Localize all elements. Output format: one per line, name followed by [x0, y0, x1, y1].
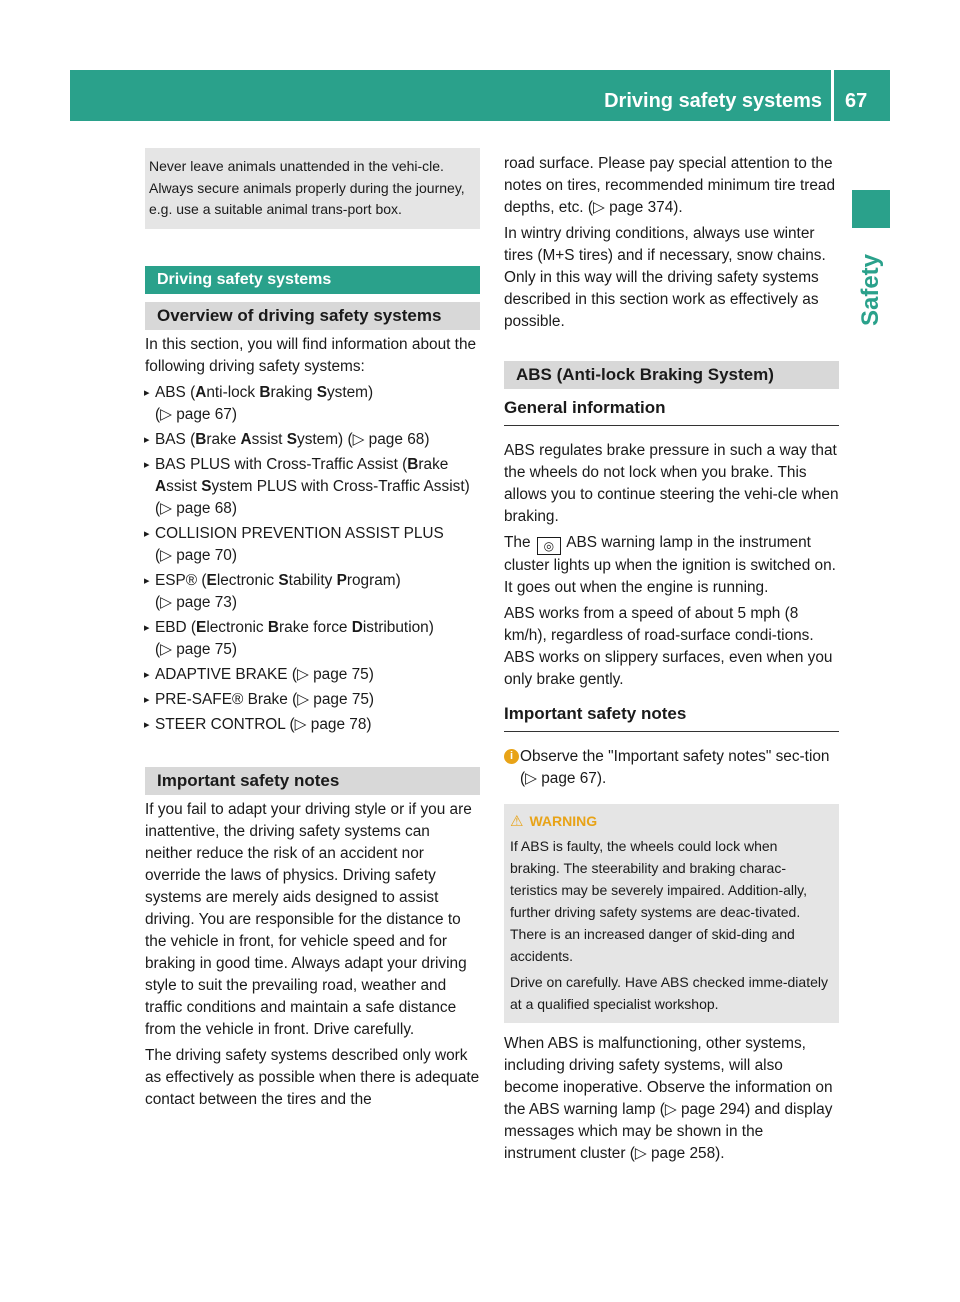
systems-item-t1: rake	[418, 455, 449, 473]
systems-item-b1: B	[407, 455, 419, 473]
warning-title: WARNING	[529, 813, 598, 829]
section-heading: Driving safety systems	[145, 266, 480, 294]
systems-item-t2: tability	[288, 571, 337, 589]
systems-list-item	[145, 382, 480, 426]
systems-list-item	[145, 570, 480, 614]
general-paragraph-3: ABS works from a speed of about 5 mph (8 km/h), regardless of road-surface condi-tions. ABS works on slippery surfaces, even when you only brake gently.	[504, 605, 833, 688]
general-paragraph-2-post: ABS warning lamp in the instrument cluster lights up when the ignition is switched on. It goes out when the engine is running.	[504, 534, 836, 596]
systems-item-b1: A	[195, 383, 207, 401]
animals-note-box	[145, 148, 480, 229]
systems-item-t3: istribution)	[362, 618, 434, 636]
safety-paragraph-1: If you fail to adapt your driving style or if you are inattentive, the driving safety systems can neither reduce the risk of an accident nor override the laws of physics. Driving safety systems are merely aids designed to assist driving. You are responsible for the distance to the vehicle in front, for vehicle speed and for braking in good time. Always adapt your driving style to suit the prevailing road, weather and traffic conditions and maintain a safe distance from the vehicle in front. Drive carefully.	[145, 800, 472, 1038]
section-tab	[849, 240, 893, 340]
systems-item-pre: COLLISION PREVENTION ASSIST PLUS	[155, 524, 444, 542]
page-reference[interactable]: (▷ page 67)	[155, 405, 237, 423]
warning-box	[504, 804, 839, 1023]
overview-intro: In this section, you will find information about the following driving safety systems:	[145, 335, 477, 375]
systems-list-item	[145, 714, 480, 736]
general-info-heading: General information	[504, 397, 839, 426]
systems-item-b3: S	[286, 430, 297, 448]
systems-item-t2: raking	[270, 383, 317, 401]
systems-item-b2: S	[278, 571, 289, 589]
systems-item-b2: A	[155, 477, 167, 495]
systems-item-b1: E	[196, 618, 207, 636]
systems-item-pre: ABS (	[155, 383, 196, 401]
systems-item-b3: S	[201, 477, 212, 495]
info-icon: i	[504, 749, 519, 764]
systems-list-item	[145, 664, 480, 686]
systems-item-t1: nti-lock	[206, 383, 260, 401]
right-column	[504, 153, 839, 1169]
systems-item-t2: ssist	[251, 430, 287, 448]
safety-paragraph-2: The driving safety systems described only work as effectively as possible when there is adequate contact between the tires and the	[145, 1046, 480, 1108]
systems-item-t2: ssist	[166, 477, 202, 495]
systems-item-b2: B	[267, 618, 280, 636]
page-number: 67	[845, 90, 868, 112]
systems-item-b3: P	[336, 571, 347, 589]
info-note-text: Observe the "Important safety notes" sec-tion (▷ page 67).	[520, 748, 830, 787]
overview-heading: Overview of driving safety systems	[145, 302, 480, 330]
systems-item-pre: PRE-SAFE® Brake (▷ page 75)	[155, 690, 375, 708]
general-paragraph-1: ABS regulates brake pressure in such a way that the wheels do not lock when you brake. This allows you to continue steering the vehi-cle when braking.	[504, 442, 839, 525]
systems-item-b3: S	[316, 383, 327, 401]
systems-list-item	[145, 454, 480, 520]
animals-note-text: Never leave animals unattended in the vehi-cle. Always secure animals properly during the journey, e.g. use a suitable animal trans-port box.	[149, 158, 465, 217]
page-reference[interactable]: (▷ page 73)	[155, 593, 237, 611]
malfunction-paragraph: When ABS is malfunctioning, other systems, including driving safety systems, will also become inoperative. Observe the information on the ABS warning lamp (▷ page 294) and display messages which may be shown in the instrument cluster (▷ page 258).	[504, 1035, 833, 1162]
systems-item-b2: B	[259, 383, 271, 401]
warning-triangle-icon: ⚠	[510, 813, 524, 830]
systems-item-t3: rogram)	[346, 571, 401, 589]
systems-list-item	[145, 689, 480, 711]
systems-item-t1: lectronic	[206, 618, 268, 636]
systems-list-item	[145, 617, 480, 661]
systems-item-b1: E	[206, 571, 217, 589]
safety-heading: Important safety notes	[145, 767, 480, 795]
general-paragraph-2-pre: The	[504, 534, 531, 551]
systems-item-t3: ystem)	[326, 383, 374, 401]
systems-item-pre: ADAPTIVE BRAKE (▷ page 75)	[155, 665, 374, 683]
page-reference[interactable]: (▷ page 70)	[155, 546, 237, 564]
systems-item-t3: ystem PLUS with Cross-Traffic Assist) (▷ page 68)	[155, 477, 470, 517]
systems-item-t1: lectronic	[216, 571, 279, 589]
systems-item-pre: STEER CONTROL (▷ page 78)	[155, 715, 372, 733]
page-reference[interactable]: (▷ page 75)	[155, 640, 237, 658]
info-note	[504, 746, 839, 790]
winter-paragraph: In wintry driving conditions, always use winter tires (M+S tires) and if necessary, snow chains. Only in this way will the driving safety systems described in this section work as effectively as possible.	[504, 225, 826, 330]
section-tab-marker	[852, 190, 890, 228]
systems-item-pre: BAS (	[155, 430, 196, 448]
systems-item-t3: ystem) (▷ page 68)	[297, 430, 430, 448]
warning-paragraph-2: Drive on carefully. Have ABS checked imme-diately at a qualified specialist workshop.	[510, 974, 828, 1012]
header-divider	[831, 70, 834, 121]
warning-paragraph-1: If ABS is faulty, the wheels could lock when braking. The steerability and braking charac-teristics may be severely impaired. Addition-ally, further driving safety systems are deac-tivated. There is an increased danger of skid-ding and accidents.	[510, 838, 807, 964]
warning-title-row	[510, 810, 831, 833]
systems-list-item	[145, 429, 480, 451]
systems-item-b1: B	[195, 430, 207, 448]
abs-warning-lamp-icon: ◎	[537, 537, 561, 555]
important-notes-heading: Important safety notes	[504, 703, 839, 732]
systems-item-b2: A	[240, 430, 252, 448]
left-column	[145, 148, 480, 1115]
systems-item-t1: rake	[206, 430, 241, 448]
section-tab-label: Safety	[857, 253, 885, 327]
systems-item-t2: rake force	[279, 618, 352, 636]
tires-paragraph: road surface. Please pay special attention to the notes on tires, recommended minimum tire tread depths, etc. (▷ page 374).	[504, 155, 836, 216]
systems-item-pre: ESP® (	[155, 571, 207, 589]
systems-list-item	[145, 523, 480, 567]
systems-item-b3: D	[351, 618, 363, 636]
systems-item-pre: EBD (	[155, 618, 197, 636]
systems-list	[145, 382, 480, 736]
systems-item-pre: BAS PLUS with Cross-Traffic Assist (	[155, 455, 408, 473]
general-paragraph-2	[504, 532, 839, 599]
page-title: Driving safety systems	[604, 90, 822, 112]
abs-heading: ABS (Anti-lock Braking System)	[504, 361, 839, 389]
